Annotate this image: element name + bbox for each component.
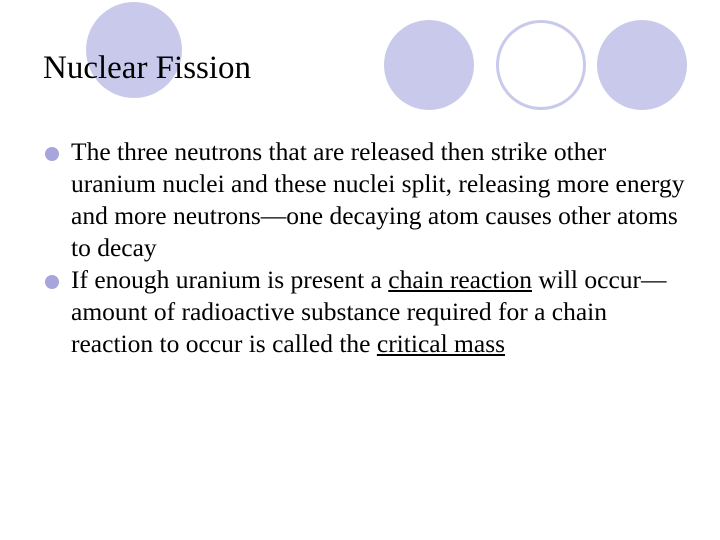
bullet-dot-icon: [45, 147, 59, 161]
slide-title: Nuclear Fission: [43, 50, 252, 86]
bullet-list: [44, 136, 692, 360]
term-critical-mass: critical mass: [376, 329, 506, 358]
bullet-text-middle: will occur—amount of radioactive substance required for a chain reaction to occur is called the: [71, 265, 667, 358]
bullet-item-chain-reaction: [44, 264, 692, 360]
bullet-item-neutrons: [44, 136, 692, 264]
decorative-circle-3: [597, 20, 687, 110]
bullet-text: The three neutrons that are released then strike other uranium nuclei and these nuclei split, releasing more energy and more neutrons—one decaying atom causes other atoms to decay: [71, 137, 685, 262]
bullet-dot-icon: [45, 275, 59, 289]
bullet-text-start: If enough uranium is present a: [71, 265, 389, 294]
decorative-circle-2: [384, 20, 474, 110]
decorative-circle-outline: [496, 20, 586, 110]
term-chain-reaction: chain reaction: [388, 265, 532, 294]
